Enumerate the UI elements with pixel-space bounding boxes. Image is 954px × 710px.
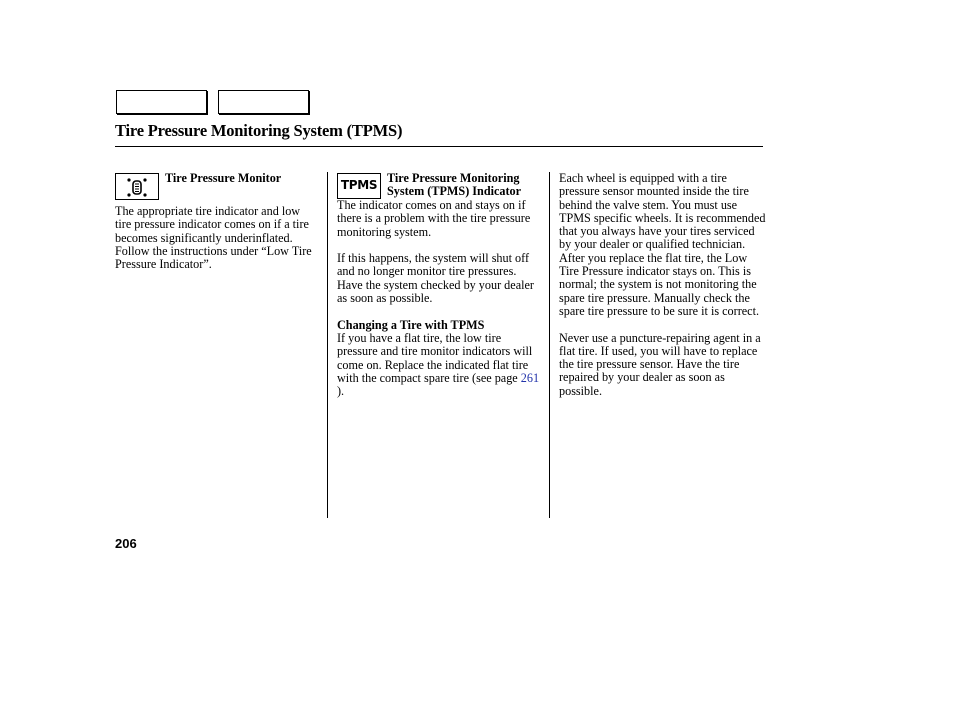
col2-subheading: Changing a Tire with TPMS: [337, 317, 485, 332]
col3-paragraph-2: After you replace the flat tire, the Low Tire Pressure indicator stays on. This is normal; the system is not monitoring the spare tire pressure. Manually check the spare tire pressure to be sure it is correct.: [559, 250, 759, 318]
col3-paragraph-3: Never use a puncture-repairing agent in a flat tire. If used, you will have to replace the tire pressure sensor. Have the tire repaired by your dealer as soon as possible.: [559, 330, 761, 398]
col1-heading: Tire Pressure Monitor: [165, 171, 282, 185]
nav-button-1[interactable]: [116, 90, 207, 114]
tire-pressure-monitor-icon: [115, 173, 159, 200]
column-tpms-notes: [559, 172, 769, 398]
page-title: Tire Pressure Monitoring System (TPMS): [115, 121, 403, 140]
col2-paragraph-1: The indicator comes on and stays on if there is a problem with the tire pressure monitoring system.: [337, 198, 531, 239]
title-divider: [115, 146, 763, 147]
page-reference-link[interactable]: 261: [520, 370, 540, 385]
col2-paragraph-3-text: If you have a flat tire, the low tire pressure and tire monitor indicators will come on. Replace the indicated flat tire with the compact spare tire (see page: [337, 330, 533, 385]
col2-paragraph-2: If this happens, the system will shut off and no longer monitor tire pressures. Have the system checked by your dealer as soon as possible.: [337, 251, 534, 306]
column-divider-1: [327, 172, 328, 518]
column-divider-2: [549, 172, 550, 518]
col2-heading: Tire Pressure Monitoring System (TPMS) Indicator: [387, 171, 522, 199]
page-number: 206: [115, 536, 137, 551]
column-tpms-indicator: [337, 172, 543, 398]
column-tire-pressure-monitor: [115, 172, 319, 271]
col1-heading-row: [115, 172, 319, 202]
col2-paragraph-3-end: ).: [337, 384, 345, 399]
col2-paragraph-3: [337, 332, 543, 398]
nav-button-2[interactable]: [218, 90, 309, 114]
col3-paragraph-1: Each wheel is equipped with a tire pressure sensor mounted inside the tire behind the valve stem. You must use TPMS specific wheels. It is recommended that you always have your tires serviced by your dealer or qualified technician.: [559, 171, 766, 252]
tpms-indicator-icon: TPMS: [337, 173, 381, 199]
col1-body: The appropriate tire indicator and low tire pressure indicator comes on if a tire becomes significantly underinflated. Follow the instructions under “Low Tire Pressure Indicator”.: [115, 204, 312, 272]
